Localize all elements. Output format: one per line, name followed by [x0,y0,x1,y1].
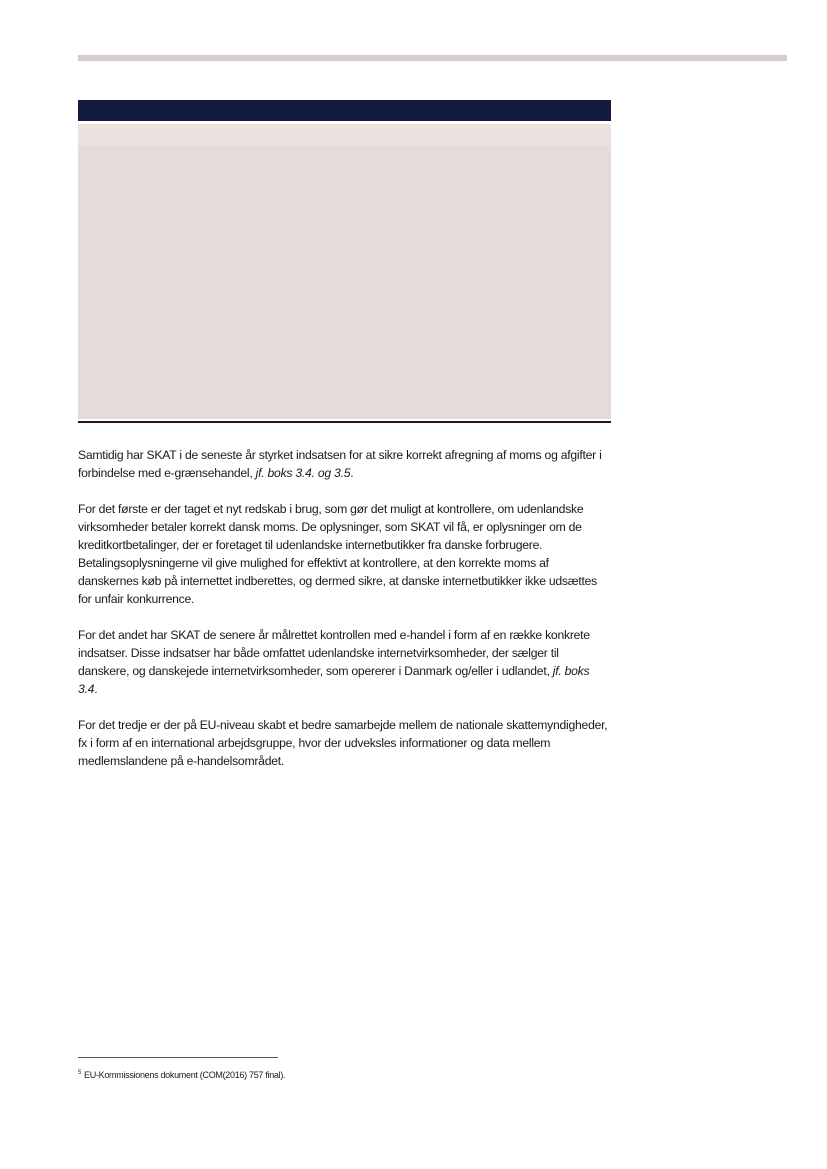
body-text [78,446,611,788]
box-bottom-rule [78,421,611,423]
box-reference: jf. boks 3.4 [78,664,590,696]
footnote-rule [78,1057,278,1058]
box-reference: jf. boks 3.4. og 3.5 [255,466,351,480]
footnote-text: EU-Kommissionens dokument (COM(2016) 757 final). [84,1070,286,1080]
footnote-number: 5 [78,1070,82,1076]
paragraph-1: Samtidig har SKAT i de seneste år styrket indsatsen for at sikre korrekt afregning af moms og afgifter i forbindelse med e-grænsehandel, jf. boks 3.4. og 3.5. [78,448,602,480]
paragraph-4: For det tredje er der på EU-niveau skabt et bedre samarbejde mellem de nationale skattemyndigheder, fx i form af en international arbejdsgruppe, hvor der udveksles informationer og data mellem medlemslandene på e-handelsområdet. [78,718,608,768]
box-body [78,124,611,419]
footnote [78,1069,611,1081]
header-rule [78,55,787,61]
paragraph-2: For det første er der taget et nyt redskab i brug, som gør det muligt at kontrollere, om udenlandske virksomheder betaler korrekt dansk moms. De oplysninger, som SKAT vil få, er oplysninger om de kreditkortbetalinger, der er foretaget til udenlandske internetbutikker fra danske forbrugere. Betalingsoplysningerne vil give mulighed for effektivt at kontrollere, at den korrekte moms af danskernes køb på internettet indberettes, og dermed sikre, at danske internetbutikker ikke udsættes for unfair konkurrence. [78,502,597,606]
box-top-band [78,124,611,146]
paragraph-3: For det andet har SKAT de senere år målrettet kontrollen med e-handel i form af en række konkrete indsatser. Disse indsatser har både omfattet udenlandske internetvirksomheder, der sælger til danskere, og danskejede internetvirksomheder, som opererer i Danmark og/eller i udlandet, jf. boks 3.4. [78,628,590,696]
box-header-bar [78,100,611,121]
